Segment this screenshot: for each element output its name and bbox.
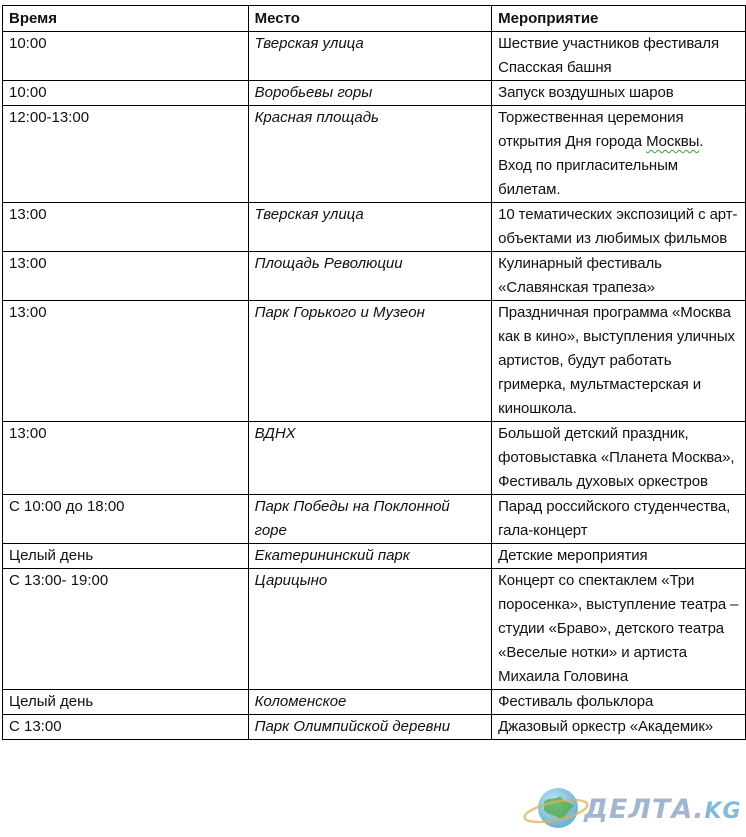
cell-place: Площадь Революции xyxy=(248,252,492,301)
cell-time: 12:00-13:00 xyxy=(3,106,249,203)
watermark-text: ДЕЛТА.KG xyxy=(584,794,742,825)
cell-place: Парк Олимпийской деревни xyxy=(248,715,492,740)
event-text-part: Торжественная церемония открытия Дня города xyxy=(498,109,684,150)
cell-event: Большой детский праздник, фотовыставка «Планета Москва», Фестиваль духовых оркестров xyxy=(492,422,746,495)
table-row xyxy=(3,495,746,544)
cell-place: Воробьевы горы xyxy=(248,81,492,106)
cell-time: Целый день xyxy=(3,544,249,569)
cell-place: ВДНХ xyxy=(248,422,492,495)
cell-time: С 10:00 до 18:00 xyxy=(3,495,249,544)
cell-event: Запуск воздушных шаров xyxy=(492,81,746,106)
globe-icon xyxy=(522,780,586,837)
event-schedule-table xyxy=(2,5,746,740)
cell-event: Праздничная программа «Москва как в кино», выступления уличных артистов, будут работать гримерка, мультмастерская и киношкола. xyxy=(492,301,746,422)
cell-time: С 13:00- 19:00 xyxy=(3,569,249,690)
site-watermark xyxy=(522,780,742,837)
cell-time: 13:00 xyxy=(3,203,249,252)
cell-place: Парк Горького и Музеон xyxy=(248,301,492,422)
cell-event: Кулинарный фестиваль «Славянская трапеза» xyxy=(492,252,746,301)
cell-event: Концерт со спектаклем «Три поросенка», выступление театра – студии «Браво», детского театра «Веселые нотки» и артиста Михаила Головина xyxy=(492,569,746,690)
cell-event: 10 тематических экспозиций с арт-объектами из любимых фильмов xyxy=(492,203,746,252)
table-row xyxy=(3,81,746,106)
table-row xyxy=(3,715,746,740)
table-row xyxy=(3,569,746,690)
table-row xyxy=(3,252,746,301)
header-event: Мероприятие xyxy=(492,6,746,32)
cell-time: 10:00 xyxy=(3,32,249,81)
cell-place: Коломенское xyxy=(248,690,492,715)
cell-place: Тверская улица xyxy=(248,32,492,81)
cell-place: Тверская улица xyxy=(248,203,492,252)
header-place: Место xyxy=(248,6,492,32)
cell-time: С 13:00 xyxy=(3,715,249,740)
cell-time: 10:00 xyxy=(3,81,249,106)
cell-event: Парад российского студенчества, гала-концерт xyxy=(492,495,746,544)
table-row xyxy=(3,203,746,252)
table-row xyxy=(3,422,746,495)
cell-time: 13:00 xyxy=(3,422,249,495)
cell-event: Шествие участников фестиваля Спасская башня xyxy=(492,32,746,81)
spellcheck-marked-word: Москвы xyxy=(646,133,700,150)
table-row xyxy=(3,106,746,203)
table-row xyxy=(3,32,746,81)
watermark-tld: KG xyxy=(704,799,742,824)
cell-event xyxy=(492,106,746,203)
cell-time: 13:00 xyxy=(3,301,249,422)
cell-event: Фестиваль фольклора xyxy=(492,690,746,715)
cell-event: Детские мероприятия xyxy=(492,544,746,569)
table-row xyxy=(3,544,746,569)
table-row xyxy=(3,301,746,422)
cell-place: Красная площадь xyxy=(248,106,492,203)
cell-event: Джазовый оркестр «Академик» xyxy=(492,715,746,740)
event-text-part: . Вход по пригласительным билетам. xyxy=(498,133,704,198)
cell-place: Екатерининский парк xyxy=(248,544,492,569)
table-header-row xyxy=(3,6,746,32)
cell-place: Царицыно xyxy=(248,569,492,690)
cell-place: Парк Победы на Поклонной горе xyxy=(248,495,492,544)
cell-time: 13:00 xyxy=(3,252,249,301)
cell-time: Целый день xyxy=(3,690,249,715)
header-time: Время xyxy=(3,6,249,32)
table-row xyxy=(3,690,746,715)
